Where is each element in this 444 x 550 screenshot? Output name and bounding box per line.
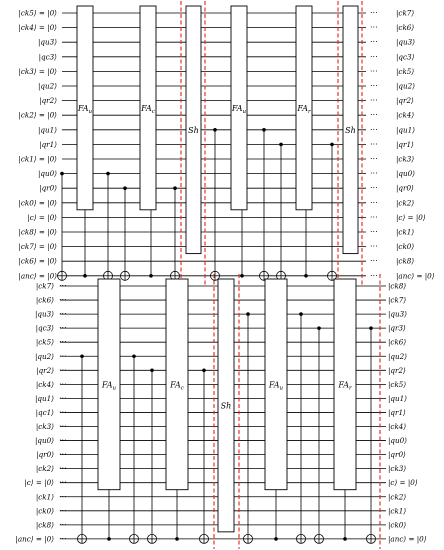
top-left-label: |c⟩ = |0⟩ (27, 212, 57, 222)
top-continuation-dots: ··· (370, 212, 378, 222)
top-continuation-dots: ··· (370, 154, 378, 164)
top-right-label: |qu0⟩ (396, 169, 416, 179)
bottom-control-dot (369, 326, 373, 330)
bottom-continuation-dots: ··· (59, 506, 67, 516)
bottom-right-label: |qu2⟩ (388, 351, 408, 361)
top-continuation-dots: ··· (370, 242, 378, 252)
top-right-label: |ck8⟩ (396, 256, 415, 266)
top-right-label: |qr0⟩ (396, 183, 414, 193)
top-gate-label: Sh (345, 125, 356, 135)
top-left-label: |qu3⟩ (37, 37, 57, 47)
bottom-gate-label: $FA_r$ (338, 380, 352, 392)
top-left-label: |ck6⟩ = |0⟩ (18, 256, 57, 266)
bottom-right-label: |qr0⟩ (388, 450, 406, 460)
bottom-continuation-dots: ··· (59, 337, 67, 347)
top-control-dot (123, 186, 127, 190)
bottom-gate-subscript: u (112, 385, 117, 392)
top-panel (18, 1, 434, 286)
bottom-left-label: |anc⟩ = |0⟩ (15, 534, 54, 544)
top-right-label: |qr1⟩ (396, 139, 414, 149)
bottom-gate-label: $FA_u$ (101, 380, 117, 392)
top-right-label: |qr2⟩ (396, 96, 414, 106)
top-left-label: |qr2⟩ (39, 96, 57, 106)
bottom-left-label: |qu3⟩ (34, 309, 54, 319)
top-control-dot (106, 172, 110, 176)
bottom-continuation-dots: ··· (59, 323, 67, 333)
bottom-continuation-dots: ··· (59, 436, 67, 446)
bottom-control-dot (317, 326, 321, 330)
bottom-left-label: |ck5⟩ (35, 337, 54, 347)
top-continuation-dots: ··· (370, 52, 378, 62)
top-left-label: |qr1⟩ (39, 139, 57, 149)
bottom-gate-subscript: r (349, 385, 352, 392)
bottom-left-label: |c⟩ = |0⟩ (24, 478, 54, 488)
top-right-label: |ck4⟩ (396, 110, 415, 120)
top-control-dot (330, 143, 334, 147)
top-continuation-dots: ··· (370, 271, 378, 281)
top-gate-label: $FA_u$ (77, 103, 93, 115)
top-gate-subscript: c (151, 108, 155, 115)
top-right-label: |ck3⟩ (396, 154, 415, 164)
top-right-label: |ck2⟩ (396, 198, 415, 208)
bottom-left-label: |qc1⟩ (35, 407, 54, 417)
top-continuation-dots: ··· (370, 256, 378, 266)
bottom-left-label: |qc3⟩ (35, 323, 54, 333)
top-gate-label: Sh (188, 125, 199, 135)
bottom-right-label: |ck0⟩ (388, 520, 407, 530)
bottom-continuation-dots: ··· (59, 422, 67, 431)
top-left-label: |qc3⟩ (38, 52, 57, 62)
bottom-continuation-dots: ··· (59, 309, 67, 319)
bottom-left-label: |ck2⟩ (35, 464, 54, 474)
top-control-dot (173, 186, 177, 190)
top-left-label: |qu2⟩ (37, 81, 57, 91)
bottom-left-label: |ck8⟩ (35, 520, 54, 530)
top-control-dot (213, 128, 217, 132)
top-gate-control-dot (304, 274, 308, 278)
bottom-right-label: |c⟩ = |0⟩ (388, 478, 418, 488)
top-gate-subscript: u (88, 108, 93, 115)
bottom-left-label: |qr0⟩ (36, 450, 54, 460)
top-left-label: |ck7⟩ = |0⟩ (18, 242, 57, 252)
bottom-continuation-dots: ··· (59, 393, 67, 403)
bottom-panel (15, 274, 426, 549)
bottom-left-label: |qu1⟩ (34, 393, 54, 403)
bottom-right-label: |ck2⟩ (388, 492, 407, 502)
top-left-label: |ck5⟩ = |0⟩ (18, 8, 57, 18)
top-control-dot (262, 128, 266, 132)
top-gate-control-dot (83, 274, 87, 278)
bottom-control-dot (132, 354, 136, 358)
top-left-label: |ck3⟩ = |0⟩ (18, 66, 57, 76)
bottom-right-label: |ck8⟩ (388, 281, 407, 291)
bottom-gate-label: $FA_c$ (170, 380, 184, 392)
bottom-gate-label: Sh (220, 401, 232, 411)
top-right-label: |qu3⟩ (396, 37, 416, 47)
bottom-right-label: |qu0⟩ (388, 436, 408, 446)
bottom-control-dot (299, 312, 303, 316)
bottom-right-label: |ck7⟩ (388, 295, 407, 305)
top-left-label: |ck8⟩ = |0⟩ (18, 227, 57, 237)
bottom-control-dot (202, 369, 206, 373)
top-continuation-dots: ··· (370, 8, 378, 18)
top-control-dot (279, 143, 283, 147)
bottom-left-label: |ck4⟩ (35, 379, 54, 389)
top-right-label: |ck5⟩ (396, 66, 415, 76)
top-gate-label: $FA_c$ (141, 103, 155, 115)
bottom-left-label: |ck3⟩ (35, 422, 54, 431)
bottom-gate-control-dot (107, 537, 111, 541)
top-gate-label: $FA_r$ (297, 103, 311, 115)
top-right-label: |ck1⟩ (396, 227, 415, 237)
top-right-label: |qc3⟩ (396, 52, 415, 62)
top-right-label: |ck0⟩ (396, 242, 415, 252)
bottom-right-label: |ck4⟩ (388, 422, 407, 431)
bottom-continuation-dots: ··· (59, 478, 67, 488)
top-right-label: |ck7⟩ (396, 8, 415, 18)
top-continuation-dots: ··· (370, 66, 378, 76)
bottom-left-label: |qu2⟩ (34, 351, 54, 361)
top-continuation-dots: ··· (370, 183, 378, 193)
top-right-label: |qu1⟩ (396, 125, 416, 135)
top-control-dot (60, 172, 64, 176)
bottom-continuation-dots: ··· (59, 520, 67, 530)
bottom-continuation-dots: ··· (59, 407, 67, 417)
bottom-left-label: |ck0⟩ (35, 506, 54, 516)
top-right-label: |c⟩ = |0⟩ (396, 212, 426, 222)
bottom-continuation-dots: ··· (59, 492, 67, 502)
top-gate-subscript: u (242, 108, 247, 115)
top-left-label: |ck0⟩ = |0⟩ (18, 198, 57, 208)
bottom-right-label: |ck3⟩ (388, 464, 407, 474)
top-continuation-dots: ··· (370, 125, 378, 135)
top-right-label: |anc⟩ = |0⟩ (396, 271, 435, 281)
bottom-left-label: |qu0⟩ (34, 436, 54, 446)
top-right-label: |ck6⟩ (396, 23, 415, 33)
bottom-right-label: |ck6⟩ (388, 337, 407, 347)
bottom-gate-control-dot (175, 537, 179, 541)
top-continuation-dots: ··· (370, 37, 378, 47)
bottom-gate-control-dot (343, 537, 347, 541)
top-continuation-dots: ··· (370, 23, 378, 33)
bottom-left-label: |qr2⟩ (36, 365, 54, 375)
bottom-gate-subscript: u (279, 385, 284, 392)
top-continuation-dots: ··· (370, 81, 378, 91)
bottom-continuation-dots: ··· (59, 295, 67, 305)
bottom-gate-control-dot (274, 537, 278, 541)
bottom-left-label: |ck6⟩ (35, 295, 54, 305)
top-continuation-dots: ··· (370, 198, 378, 208)
top-gate-control-dot (240, 274, 244, 278)
top-left-label: |anc⟩ = |0⟩ (18, 271, 57, 281)
top-continuation-dots: ··· (370, 227, 378, 237)
top-gate-control-dot (149, 274, 153, 278)
bottom-continuation-dots: ··· (59, 450, 67, 460)
top-continuation-dots: ··· (370, 110, 378, 120)
bottom-control-dot (246, 312, 250, 316)
bottom-gate-label: $FA_u$ (268, 380, 284, 392)
top-left-label: |qr0⟩ (39, 183, 57, 193)
bottom-continuation-dots: ··· (59, 534, 67, 544)
bottom-right-label: |qr3⟩ (388, 323, 406, 333)
bottom-continuation-dots: ··· (59, 351, 67, 361)
bottom-right-label: |ck5⟩ (388, 379, 407, 389)
bottom-continuation-dots: ··· (59, 464, 67, 474)
top-left-label: |ck1⟩ = |0⟩ (18, 154, 57, 164)
bottom-control-dot (80, 354, 84, 358)
bottom-right-label: |qu1⟩ (388, 393, 408, 403)
bottom-continuation-dots: ··· (59, 379, 67, 389)
top-right-label: |qu2⟩ (396, 81, 416, 91)
top-left-label: |ck2⟩ = |0⟩ (18, 110, 57, 120)
bottom-left-label: |ck1⟩ (35, 492, 54, 502)
top-continuation-dots: ··· (370, 96, 378, 106)
top-left-label: |qu0⟩ (37, 169, 57, 179)
top-continuation-dots: ··· (370, 139, 378, 149)
bottom-continuation-dots: ··· (59, 365, 67, 375)
bottom-right-label: |ck1⟩ (388, 506, 407, 516)
bottom-continuation-dots: ··· (59, 281, 67, 291)
bottom-right-label: |qu3⟩ (388, 309, 408, 319)
top-gate-label: $FA_u$ (231, 103, 247, 115)
bottom-left-label: |ck7⟩ (35, 281, 54, 291)
bottom-right-label: |anc⟩ = |0⟩ (388, 534, 427, 544)
top-gate-subscript: r (308, 108, 311, 115)
top-left-label: |ck4⟩ = |0⟩ (18, 23, 57, 33)
bottom-gate-subscript: c (180, 385, 184, 392)
top-left-label: |qu1⟩ (37, 125, 57, 135)
top-continuation-dots: ··· (370, 169, 378, 179)
bottom-control-dot (150, 369, 154, 373)
bottom-right-label: |qr2⟩ (388, 365, 406, 375)
bottom-right-label: |qr1⟩ (388, 407, 406, 417)
